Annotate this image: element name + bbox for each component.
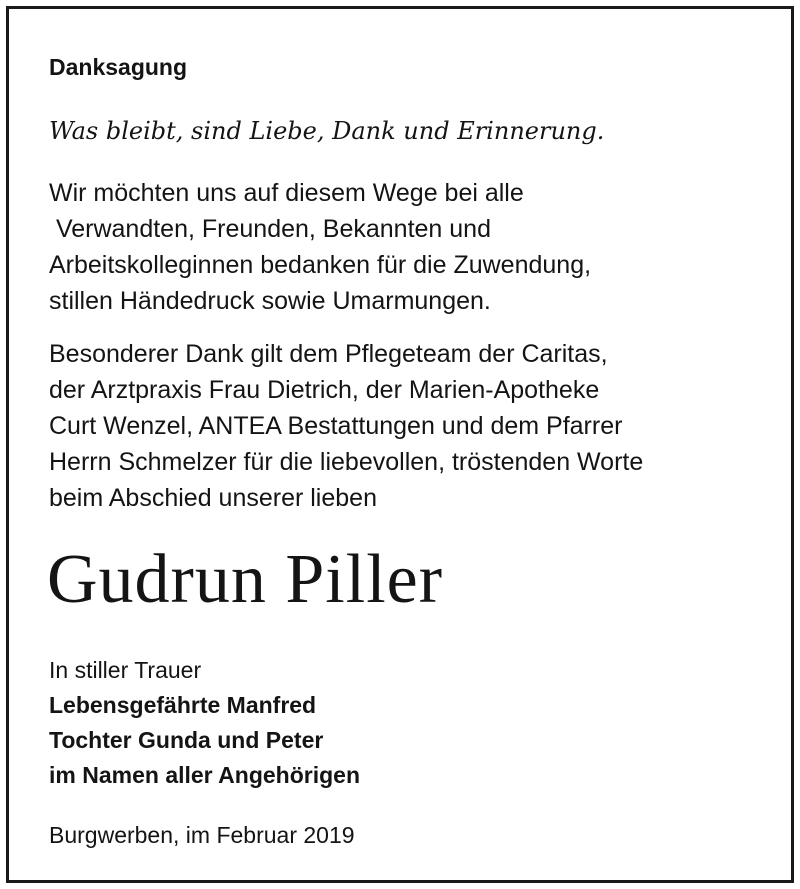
thanks-paragraph-line: Wir möchten uns auf diesem Wege bei alle — [49, 179, 524, 207]
notice-heading: Danksagung — [49, 54, 188, 80]
notice-motto: Was bleibt, sind Liebe, Dank und Erinnerung. — [49, 117, 605, 145]
mourning-intro: In stiller Trauer — [49, 657, 202, 683]
thanks-paragraph — [49, 175, 769, 319]
special-thanks-paragraph — [49, 336, 769, 516]
mourner-line: Tochter Gunda und Peter — [49, 727, 324, 753]
special-thanks-line: beim Abschied unserer lieben — [49, 484, 377, 512]
thanks-paragraph-line: Verwandten, Freunden, Bekannten und — [49, 215, 491, 243]
obituary-notice — [6, 6, 794, 883]
special-thanks-line: Besonderer Dank gilt dem Pflegeteam der Caritas, — [49, 340, 608, 368]
special-thanks-line: der Arztpraxis Frau Dietrich, der Marien-Apotheke — [49, 376, 600, 404]
place-date: Burgwerben, im Februar 2019 — [49, 822, 355, 848]
mourners-block — [49, 653, 360, 793]
deceased-name: Gudrun Piller — [47, 541, 444, 618]
special-thanks-line: Curt Wenzel, ANTEA Bestattungen und dem Pfarrer — [49, 412, 623, 440]
special-thanks-line: Herrn Schmelzer für die liebevollen, tröstenden Worte — [49, 448, 644, 476]
thanks-paragraph-line: stillen Händedruck sowie Umarmungen. — [49, 287, 491, 315]
mourner-line: im Namen aller Angehörigen — [49, 762, 360, 788]
mourner-line: Lebensgefährte Manfred — [49, 692, 317, 718]
thanks-paragraph-line: Arbeitskolleginnen bedanken für die Zuwendung, — [49, 251, 592, 279]
